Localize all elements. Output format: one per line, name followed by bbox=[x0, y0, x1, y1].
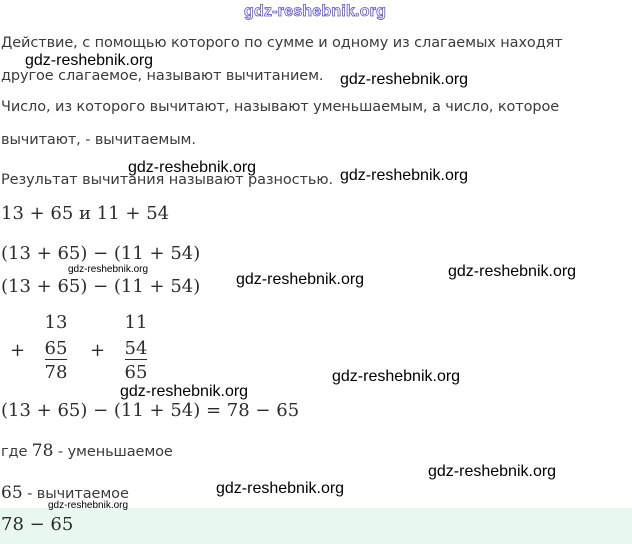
column-1-plus-sign: + bbox=[10, 340, 26, 361]
answer-expression: 78 − 65 bbox=[1, 514, 74, 535]
definition-line-4: вычитают, - вычитаемым. bbox=[1, 132, 196, 148]
watermark-top: gdz-reshebnik.org bbox=[244, 3, 387, 20]
answer-box bbox=[0, 508, 632, 544]
minuend-value: 78 bbox=[31, 441, 54, 461]
subtrahend-suffix: - вычитаемое bbox=[22, 486, 129, 502]
column-1-bottom-value: 65 bbox=[44, 338, 68, 359]
subtrahend-value: 65 bbox=[1, 483, 23, 503]
sum-pair bbox=[1, 203, 169, 224]
column-2-top: 11 bbox=[124, 312, 148, 333]
definition-line-2: другое слагаемое, называют вычитанием. bbox=[1, 68, 324, 84]
watermark: gdz-reshebnik.org bbox=[340, 71, 469, 88]
column-2-plus-sign: + bbox=[90, 340, 106, 361]
watermark: gdz-reshebnik.org bbox=[340, 167, 469, 184]
column-2-bottom bbox=[116, 338, 156, 359]
watermark: gdz-reshebnik.org bbox=[236, 271, 365, 288]
minuend-prefix: где bbox=[1, 444, 32, 460]
watermark: gdz-reshebnik.org bbox=[428, 463, 557, 480]
column-1-bottom bbox=[36, 338, 76, 359]
column-2-bottom-value: 54 bbox=[124, 338, 148, 359]
watermark: gdz-reshebnik.org bbox=[216, 480, 345, 497]
column-1-top: 13 bbox=[44, 312, 68, 333]
definition-line-5: Результат вычитания называют разностью. bbox=[1, 172, 333, 188]
watermark: gdz-reshebnik.org bbox=[128, 159, 257, 176]
expression-1: (13 + 65) − (11 + 54) bbox=[1, 243, 201, 264]
definition-line-3: Число, из которого вычитают, называют уменьшаемым, а число, которое bbox=[1, 99, 560, 115]
watermark-small: gdz-reshebnik.org bbox=[68, 264, 149, 275]
watermark: gdz-reshebnik.org bbox=[25, 52, 154, 69]
watermark: gdz-reshebnik.org bbox=[332, 368, 461, 385]
expression-2: (13 + 65) − (11 + 54) bbox=[1, 276, 201, 297]
minuend-note bbox=[1, 441, 173, 461]
watermark: gdz-reshebnik.org bbox=[448, 263, 577, 280]
equation: (13 + 65) − (11 + 54) = 78 − 65 bbox=[1, 400, 300, 421]
definition-line-1: Действие, с помощью которого по сумме и одному из слагаемых находят bbox=[1, 35, 563, 51]
minuend-suffix: - уменьшаемое bbox=[53, 444, 173, 460]
watermark: gdz-reshebnik.org bbox=[120, 383, 249, 400]
sum-pair-text: 13 + 65 и 11 + 54 bbox=[1, 203, 170, 224]
column-1-result: 78 bbox=[44, 362, 68, 383]
column-2-result: 65 bbox=[124, 362, 148, 383]
watermark-small: gdz-reshebnik.org bbox=[48, 500, 129, 511]
